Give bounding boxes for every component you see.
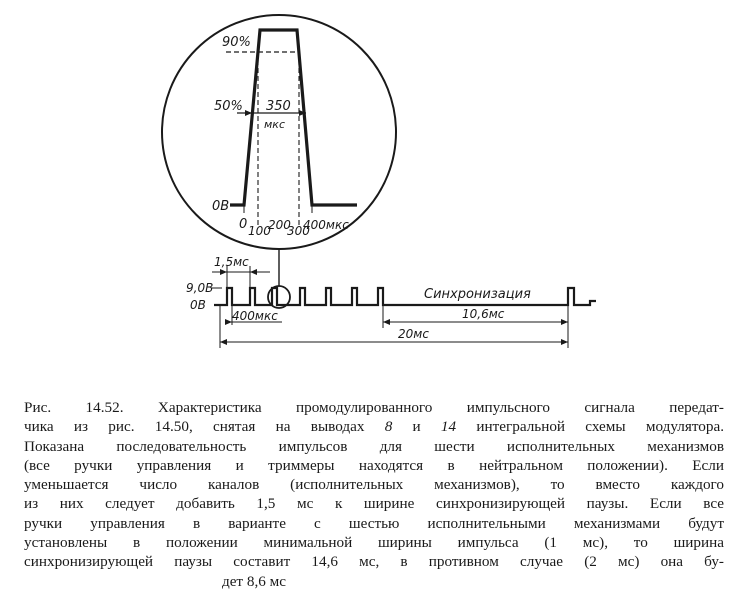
tick-label-0: 0 <box>239 217 248 232</box>
caption-pin-a: 8 <box>384 418 393 436</box>
period-arrowhead-1 <box>220 269 227 275</box>
sync-arrowhead-l <box>383 319 390 325</box>
frame-arrowhead-r <box>561 339 568 345</box>
caption-line-2-end: интегральной схемы модулятора. <box>476 418 724 436</box>
tick-label-400: 400мкс <box>303 218 349 232</box>
label-sync-pause: 10,6мс <box>462 307 505 321</box>
zoom-circle <box>162 15 396 249</box>
caption-line-7: ручки управления в варианте с шестью исполнительными механизмами будут <box>24 514 724 532</box>
label-90: 90% <box>222 35 251 50</box>
caption-line-3: Показана последовательность импульсов для шести исполнительных механизмов <box>24 437 724 455</box>
caption-conj: и <box>412 418 421 436</box>
label-amplitude: 9,0В <box>186 281 214 295</box>
sync-arrowhead-r <box>561 319 568 325</box>
label-zero-train: 0В <box>190 298 206 312</box>
caption-line-9: синхронизирующей паузы составит 14,6 мс, в противном случае (2 мс) она бу- <box>24 553 724 571</box>
tick-label-300: 300 <box>287 224 310 238</box>
pulse-train <box>214 288 596 305</box>
tick-label-200: 200 <box>268 218 291 232</box>
frame-arrowhead-l <box>220 339 227 345</box>
label-50: 50% <box>214 99 243 114</box>
caption-line-1: Рис. 14.52. Характеристика промодулированного импульсного сигнала передат- <box>24 399 724 416</box>
caption-pin-b: 14 <box>440 418 457 436</box>
caption-tail: дет 8,6 мс <box>221 572 287 590</box>
label-sync: Синхронизация <box>424 287 531 302</box>
caption-line-8: установлены в положении минимальной ширины импульса (1 мс), то ширина <box>24 534 724 552</box>
caption-line-4: (все ручки управления и триммеры находятся в нейтральном положении). Если <box>24 456 724 474</box>
tick-label-100: 100 <box>248 224 271 238</box>
label-frame: 20мс <box>398 327 429 341</box>
label-pulse-width: 400мкс <box>232 309 278 323</box>
label-zero-zoom: 0В <box>212 199 230 214</box>
caption-line-6: из них следует добавить 1,5 мс к ширине синхронизирующей паузы. Если все <box>24 495 724 513</box>
caption-line-2-text: чика из рис. 14.50, снятая на выводах <box>24 418 365 436</box>
label-period: 1,5мс <box>214 255 249 269</box>
width-arrowhead <box>225 319 232 325</box>
zoomed-pulse <box>230 30 357 205</box>
figure-caption <box>24 398 724 591</box>
label-350-unit: мкс <box>264 118 285 131</box>
period-arrowhead-2 <box>250 269 257 275</box>
caption-line-2 <box>24 417 724 436</box>
label-350: 350 <box>266 99 291 114</box>
caption-line-5: уменьшается число каналов (исполнительных механизмов), то вместо каждого <box>24 476 724 494</box>
